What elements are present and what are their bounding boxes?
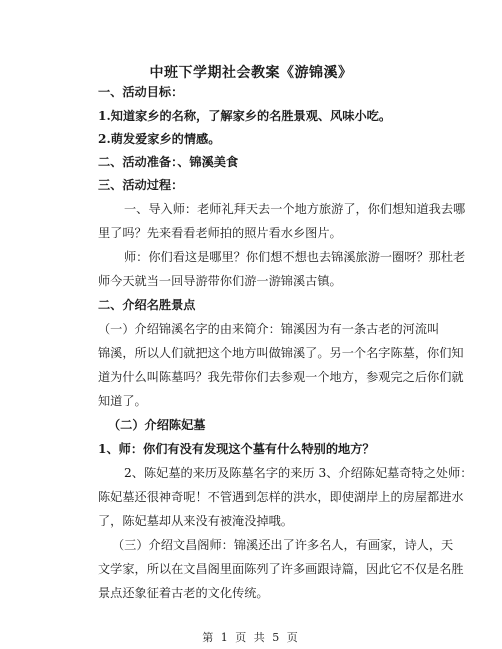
section-heading-goals: 一、活动目标： [98, 85, 184, 99]
goal-item-2: 2.萌发爱家乡的情感。 [98, 132, 221, 146]
subsection-heading-chen-tomb: （二）介绍陈妃墓 [108, 418, 206, 432]
goal-item-1: 1.知道家乡的名称，了解家乡的名胜景观、风味小吃。 [98, 109, 392, 123]
paragraph-line: 景点还象征着古老的文化传统。 [98, 586, 269, 600]
page-footer: 第 1 页 共 5 页 [202, 631, 300, 644]
section-heading-process: 三、活动过程： [98, 178, 184, 192]
paragraph-line: 了，陈妃墓却从来没有被淹没掉哦。 [98, 514, 293, 528]
paragraph-line: 2、陈妃墓的来历及陈墓名字的来历 3、介绍陈妃墓奇特之处师： [124, 466, 473, 480]
document-title: 中班下学期社会教案《游锦溪》 [149, 65, 353, 81]
paragraph-line: 锦溪，所以人们就把这个地方叫做锦溪了。另一个名字陈墓，你们知 [98, 346, 464, 360]
paragraph-line: 师：你们看这是哪里？你们想不想也去锦溪旅游一圈呀？那杜老 [124, 250, 466, 264]
paragraph-line: 陈妃墓还很神奇呢！不管遇到怎样的洪水，即使湖岸上的房屋都进水 [98, 490, 464, 504]
section-heading-preparation: 二、活动准备：、锦溪美食 [98, 155, 239, 169]
paragraph-line: 里了吗？先来看看老师拍的照片看水乡图片。 [98, 226, 342, 240]
paragraph-line: 一、导入师：老师礼拜天去一个地方旅游了，你们想知道我去哪 [124, 202, 466, 216]
paragraph-line: （一）介绍锦溪名字的由来简介：锦溪因为有一条古老的河流叫 [98, 322, 440, 336]
paragraph-line: 文学家，所以在文昌阁里面陈列了许多画跟诗篇，因此它不仅是名胜 [98, 562, 464, 576]
paragraph-line: （三）介绍文昌阁师：锦溪还出了许多名人，有画家，诗人，天 [112, 538, 454, 552]
paragraph-line: 知道了。 [98, 394, 147, 408]
section-heading-scenic-spots: 二、介绍名胜景点 [98, 298, 196, 312]
question-line: 1、师：你们有没有发现这个墓有什么特别的地方？ [98, 442, 375, 456]
paragraph-line: 师今天就当一回导游带你们游一游锦溪古镇。 [98, 274, 342, 288]
paragraph-line: 道为什么叫陈墓吗？我先带你们去参观一个地方，参观完之后你们就 [98, 370, 464, 384]
